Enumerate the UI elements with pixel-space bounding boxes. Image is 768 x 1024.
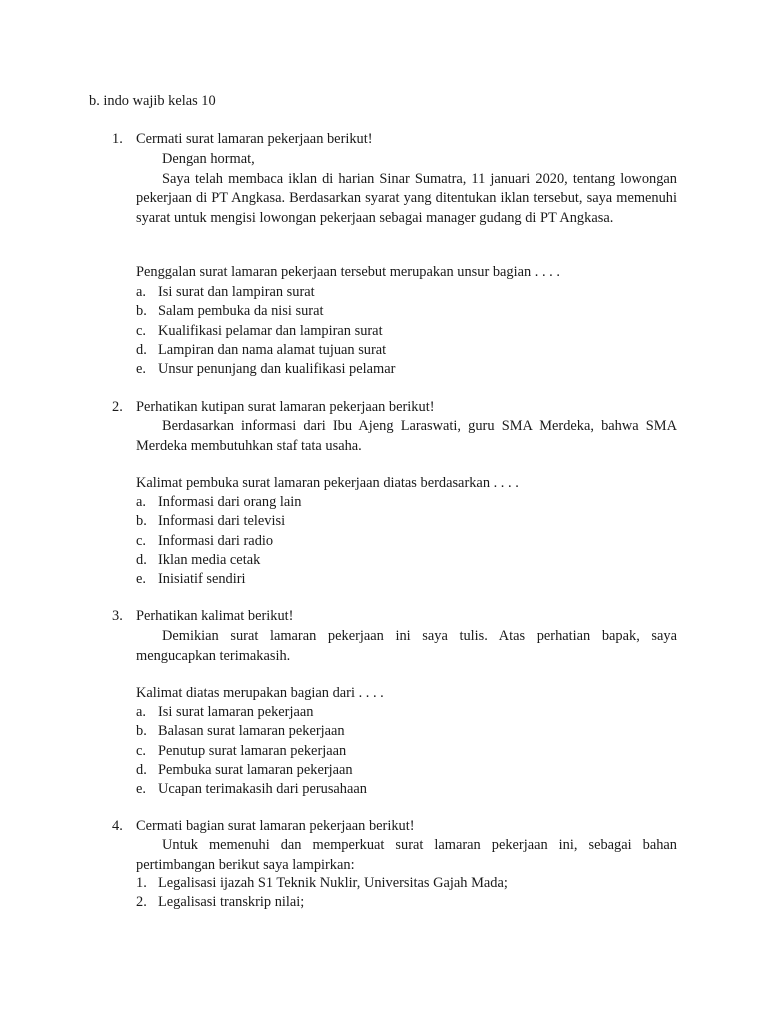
excerpt-paragraph: Berdasarkan informasi dari Ibu Ajeng Laraswati, guru SMA Merdeka, bahwa SMA Merdeka membutuhkan staf tata usaha. <box>136 418 677 454</box>
letter-excerpt <box>136 150 677 228</box>
option-text: Iklan media cetak <box>158 551 261 568</box>
option-text: Isi surat dan lampiran surat <box>158 284 315 300</box>
option-text: Inisiatif sendiri <box>158 571 246 588</box>
option-label: e. <box>136 361 146 378</box>
document-title: b. indo wajib kelas 10 <box>89 93 216 109</box>
option-label: c. <box>136 532 146 549</box>
option-text: Informasi dari orang lain <box>158 494 302 510</box>
letter-excerpt <box>136 417 677 456</box>
option-text: Salam pembuka da nisi surat <box>158 303 324 320</box>
option-label: e. <box>136 571 146 588</box>
option-label: d. <box>136 761 147 778</box>
option-label: d. <box>136 341 147 358</box>
option-text: Isi surat lamaran pekerjaan <box>158 704 314 720</box>
option-label: a. <box>136 494 146 510</box>
letter-excerpt <box>136 627 677 666</box>
letter-excerpt <box>136 836 677 875</box>
option-text: Lampiran dan nama alamat tujuan surat <box>158 341 387 358</box>
question-heading: Cermati bagian surat lamaran pekerjaan berikut! <box>136 818 415 834</box>
question-heading: Perhatikan kutipan surat lamaran pekerjaan berikut! <box>136 399 435 415</box>
excerpt-paragraph: Dengan hormat, <box>162 151 255 167</box>
option-text: Informasi dari radio <box>158 532 274 549</box>
option-label: b. <box>136 513 147 530</box>
option-label: c. <box>136 322 146 339</box>
option-text: Pembuka surat lamaran pekerjaan <box>158 761 353 778</box>
question-prompt: Kalimat pembuka surat lamaran pekerjaan diatas berdasarkan . . . . <box>136 475 519 491</box>
item-text: Legalisasi transkrip nilai; <box>158 894 305 911</box>
option-label: a. <box>136 284 146 300</box>
option-text: Unsur penunjang dan kualifikasi pelamar <box>158 361 396 378</box>
option-label: d. <box>136 551 147 568</box>
item-number: 2. <box>136 894 147 911</box>
item-text: Legalisasi ijazah S1 Teknik Nuklir, Universitas Gajah Mada; <box>158 875 508 891</box>
excerpt-paragraph: Untuk memenuhi dan memperkuat surat lamaran pekerjaan ini, sebagai bahan pertimbangan berikut saya lampirkan: <box>136 837 677 873</box>
question-prompt: Kalimat diatas merupakan bagian dari . . . . <box>136 685 384 701</box>
excerpt-paragraph: Saya telah membaca iklan di harian Sinar Sumatra, 11 januari 2020, tentang lowongan pekerjaan di PT Angkasa. Berdasarkan syarat yang ditentukan iklan tersebut, saya memenuhi syarat untuk mengisi lowongan pekerjaan sebagai manager gudang di PT Angkasa. <box>136 170 677 226</box>
question-number: 3. <box>112 608 123 624</box>
option-text: Informasi dari televisi <box>158 513 286 530</box>
option-label: b. <box>136 303 147 320</box>
option-label: a. <box>136 704 146 720</box>
option-label: e. <box>136 781 146 798</box>
question-heading: Cermati surat lamaran pekerjaan berikut! <box>136 131 373 147</box>
option-text: Penutup surat lamaran pekerjaan <box>158 742 347 759</box>
question-number: 1. <box>112 131 123 147</box>
option-text: Balasan surat lamaran pekerjaan <box>158 723 345 740</box>
excerpt-paragraph: Demikian surat lamaran pekerjaan ini saya tulis. Atas perhatian bapak, saya mengucapkan terimakasih. <box>136 628 677 664</box>
question-prompt: Penggalan surat lamaran pekerjaan tersebut merupakan unsur bagian . . . . <box>136 264 560 280</box>
item-number: 1. <box>136 875 147 891</box>
option-label: b. <box>136 723 147 740</box>
question-heading: Perhatikan kalimat berikut! <box>136 608 294 624</box>
option-text: Kualifikasi pelamar dan lampiran surat <box>158 322 383 339</box>
option-label: c. <box>136 742 146 759</box>
option-text: Ucapan terimakasih dari perusahaan <box>158 781 367 798</box>
question-number: 2. <box>112 399 123 415</box>
question-number: 4. <box>112 818 123 834</box>
